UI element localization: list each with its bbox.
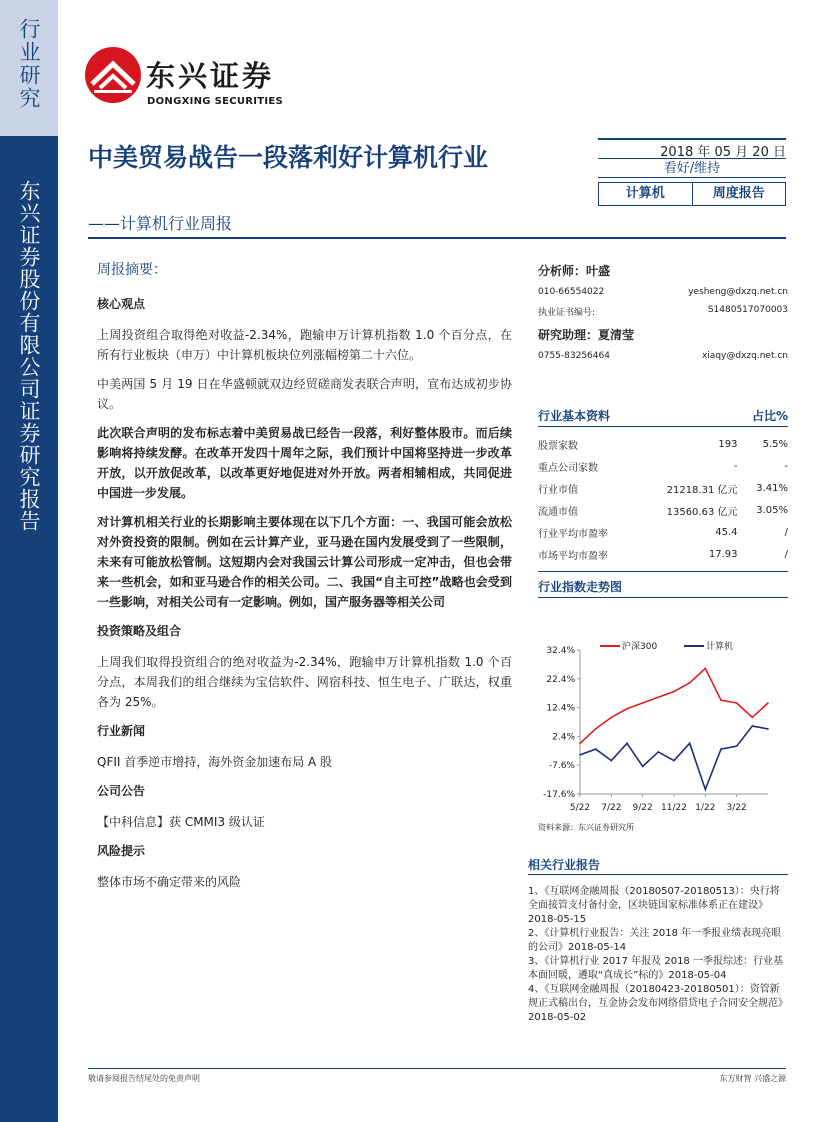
series-line — [580, 668, 768, 743]
heading-strategy: 投资策略及组合 — [97, 624, 182, 638]
paragraph-core-1: 上周投资组合取得绝对收益-2.34%，跑输申万计算机指数 1.0 个百分点，在所有行业板块（申万）中计算机板块位列涨幅榜第二十六位。 — [97, 328, 512, 362]
row-share: / — [784, 526, 788, 538]
related-reports-title: 相关行业报告 — [528, 858, 601, 872]
logo-en-text: DONGXING SECURITIES — [147, 96, 284, 107]
related-reports-section — [528, 858, 788, 1025]
footer-disclaimer: 敬请参阅报告结尾处的免责声明 — [88, 1074, 200, 1083]
series-point — [611, 760, 613, 762]
series-point — [767, 728, 769, 730]
series-point — [736, 702, 738, 704]
row-label: 行业市值 — [538, 484, 578, 496]
series-point — [579, 743, 581, 745]
assistant-contact — [538, 351, 788, 361]
x-tick-label: 1/22 — [695, 803, 716, 813]
analyst-phone: 010-66554022 — [538, 287, 605, 297]
series-point — [689, 682, 691, 684]
heading-risk: 风险提示 — [97, 844, 146, 858]
cert-label: 执业证书编号: — [538, 308, 596, 318]
row-value: 45.4 — [715, 526, 738, 538]
row-label: 市场平均市盈率 — [538, 550, 608, 562]
x-tick-label: 3/22 — [726, 803, 747, 813]
series-point — [626, 743, 628, 745]
related-report-item[interactable]: 2、《计算机行业报告：关注 2018 年一季报业绩表现亮眼的公司》2018-05-14 — [528, 928, 782, 953]
y-tick-label: 2.4% — [552, 732, 575, 743]
series-point — [767, 702, 769, 704]
row-label: 流通市值 — [538, 506, 578, 518]
sidebar-top — [0, 0, 58, 136]
logo-cn-text: 东兴证券 — [146, 59, 275, 93]
legend-label: 计算机 — [706, 642, 734, 652]
paragraph-risk: 整体市场不确定带来的风险 — [97, 875, 242, 889]
heading-news: 行业新闻 — [97, 724, 146, 738]
y-tick-label: -17.6% — [543, 790, 575, 800]
series-point — [720, 748, 722, 750]
series-point — [595, 748, 597, 750]
rating-badge: 看好/维持 — [598, 158, 786, 178]
row-share: 3.41% — [756, 482, 788, 494]
industry-share-header: 占比% — [751, 409, 788, 423]
series-point — [705, 789, 707, 791]
series-point — [673, 691, 675, 693]
table-row — [538, 433, 788, 455]
report-tags — [598, 182, 786, 206]
industry-data-table — [538, 433, 788, 565]
tag-report-type: 周度报告 — [693, 182, 787, 206]
table-divider — [538, 571, 788, 572]
report-date: 2018 年 05 月 20 日 — [598, 138, 786, 160]
related-report-item[interactable]: 3、《计算机行业 2017 年报及 2018 一季报综述：行业基本面回暖，遴取“真成长”标的》2018-05-04 — [528, 956, 783, 981]
table-row — [538, 521, 788, 543]
series-point — [579, 754, 581, 756]
x-tick-label: 11/22 — [661, 803, 687, 813]
series-point — [626, 708, 628, 710]
page-footer — [88, 1068, 786, 1084]
series-point — [642, 702, 644, 704]
related-reports-header — [528, 858, 788, 875]
series-point — [689, 743, 691, 745]
series-point — [752, 717, 754, 719]
row-value: 193 — [718, 438, 738, 450]
analyst-panel — [538, 262, 788, 572]
row-share: 3.05% — [756, 504, 788, 516]
paragraph-news: QFII 首季逆市增持，海外资金加速布局 A 股 — [97, 755, 333, 769]
x-tick-label: 7/22 — [601, 803, 622, 813]
x-tick-label: 5/22 — [569, 803, 591, 813]
row-share: 5.5% — [762, 438, 788, 450]
summary-section — [97, 260, 512, 901]
related-report-item[interactable]: 1、《互联网金融周报（20180507-20180513）：央行将全面接管支付备付金，区块链国家标准体系正在建设》2018-05-15 — [528, 886, 780, 925]
logo-mark-icon — [84, 46, 142, 104]
legend-label: 沪深300 — [622, 642, 658, 652]
series-point — [642, 766, 644, 768]
table-row — [538, 477, 788, 499]
analyst-email[interactable]: yesheng@dxzq.net.cn — [688, 287, 788, 297]
related-report-item[interactable]: 4、《互联网金融周报（20180423-20180501）：资管新规正式稿出台，互金协会发布网络借贷电子合同安全规范》2018-05-02 — [528, 984, 788, 1023]
report-subtitle: ——计算机行业周报 — [88, 214, 233, 233]
analyst-contact — [538, 287, 788, 297]
series-point — [673, 760, 675, 762]
heading-core-view: 核心观点 — [97, 297, 146, 311]
footer-slogan: 东方财智 兴盛之源 — [719, 1074, 786, 1083]
paragraph-core-4: 对计算机相关行业的长期影响主要体现在以下几个方面：一、我国可能会放松对外资投资的限制。例如在云计算产业，亚马逊在国内发展受到了一些限制，未来有可能放松管制。这短期内会对我国云计算公司形成一定冲击，但也会带来一些机会，如和亚马逊合作的相关公司。二、我国“自主可控”战略也会受到一些影响，对相关公司有一定影响。例如，国产服务器等相关公司 — [97, 515, 512, 609]
y-tick-label: 32.4% — [546, 646, 575, 656]
cert-number: S1480517070003 — [707, 305, 788, 315]
trend-section — [538, 578, 788, 833]
y-tick-label: -7.6% — [548, 761, 575, 772]
industry-data-title: 行业基本资料 — [538, 409, 611, 423]
y-tick-label: 12.4% — [546, 703, 575, 714]
chart-source: 资料来源：东兴证券研究所 — [538, 823, 634, 832]
heading-announcement: 公司公告 — [97, 784, 146, 798]
assistant-email[interactable]: xiaqy@dxzq.net.cn — [701, 351, 788, 361]
analyst-cert — [538, 305, 788, 318]
summary-title: 周报摘要： — [97, 262, 167, 278]
company-logo — [84, 46, 284, 107]
industry-trend-chart — [538, 598, 788, 816]
paragraph-core-3: 此次联合声明的发布标志着中美贸易战已经告一段落，利好整体股市。而后续影响将持续发酵。在改革开发四十周年之际，我们预计中国将坚持进一步改革开放，以开放促改革，以改革更好地促进对外开放。两者相辅相成，共同促进中国进一步发展。 — [97, 426, 512, 500]
title-divider — [88, 237, 786, 239]
series-line — [580, 726, 768, 789]
table-row — [538, 499, 788, 521]
series-point — [658, 696, 660, 698]
row-label: 重点公司家数 — [538, 462, 598, 474]
assistant-name: 研究助理：夏清莹 — [538, 328, 635, 342]
series-point — [595, 728, 597, 730]
row-value: 21218.31 亿元 — [666, 484, 738, 496]
row-share: - — [784, 460, 788, 472]
tag-industry: 计算机 — [598, 182, 693, 206]
series-point — [736, 745, 738, 747]
series-point — [658, 751, 660, 753]
row-value: - — [733, 460, 738, 472]
row-value: 17.93 — [708, 548, 738, 560]
series-point — [705, 668, 707, 670]
table-row — [538, 455, 788, 477]
report-title: 中美贸易战告一段落利好计算机行业 — [88, 143, 489, 172]
row-label: 股票家数 — [538, 440, 578, 452]
paragraph-core-2: 中美两国 5 月 19 日在华盛顿就双边经贸磋商发表联合声明，宣布达成初步协议。 — [97, 377, 512, 411]
industry-data-header — [538, 407, 788, 427]
trend-title: 行业指数走势图 — [538, 580, 623, 594]
y-tick-label: 22.4% — [546, 674, 575, 685]
paragraph-announcement: 【中科信息】获 CMMI3 级认证 — [97, 815, 265, 829]
series-point — [611, 717, 613, 719]
series-point — [720, 699, 722, 701]
trend-header — [538, 578, 788, 598]
analyst-name: 分析师：叶盛 — [538, 264, 611, 278]
row-label: 行业平均市盈率 — [538, 528, 608, 540]
sidebar-bottom-text: 东兴证券股份有限公司证券研究报告 — [17, 180, 41, 532]
row-value: 13560.63 亿元 — [666, 506, 738, 518]
series-point — [752, 725, 754, 727]
sidebar-bottom — [0, 136, 58, 1122]
table-row — [538, 543, 788, 565]
row-share: / — [784, 548, 788, 560]
x-tick-label: 9/22 — [632, 803, 653, 813]
assistant-phone: 0755-83256464 — [538, 351, 610, 361]
sidebar-top-text: 行业研究 — [17, 18, 41, 110]
paragraph-strategy: 上周我们取得投资组合的绝对收益为-2.34%，跑输申万计算机指数 1.0 个百分点，本周我们的组合继续为宝信软件、网宿科技、恒生电子、广联达，权重各为 25%。 — [97, 655, 512, 709]
